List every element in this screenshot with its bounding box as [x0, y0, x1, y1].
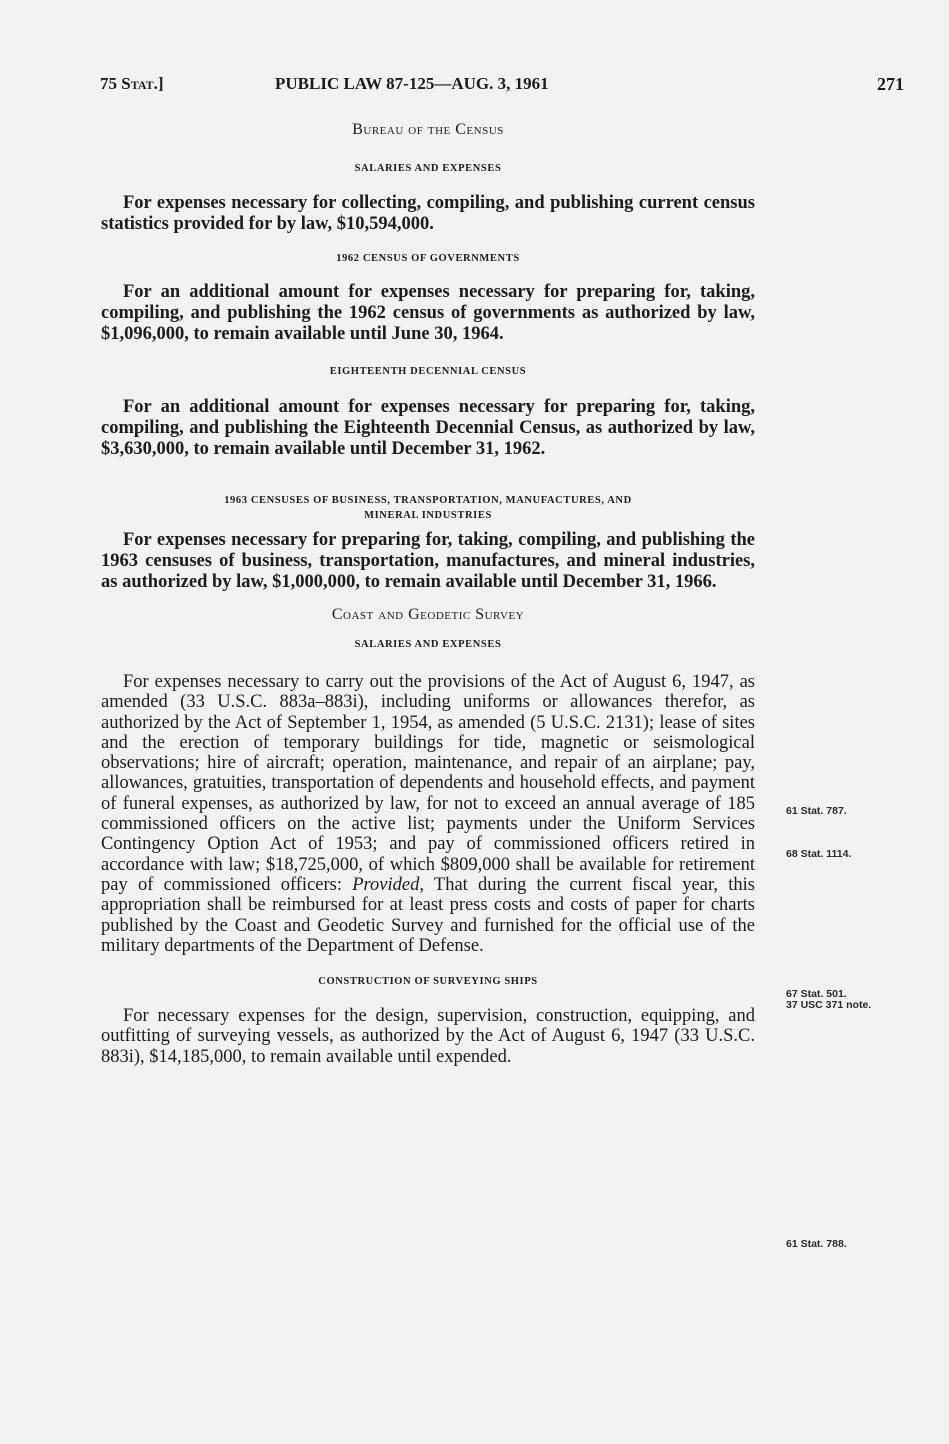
census-governments-subhead: 1962 CENSUS OF GOVERNMENTS [336, 253, 520, 264]
coast-salaries-text-main: For expenses necessary to carry out the provisions of the Act of August 6, 1947, as amended (33 U.S.C. 883a–883i), including uniforms or allowances therefor, as authorized by the Act of September 1, 1954, as amended (5 U.S.C. 2131); lease of sites and the erection of temporary buildings for tide, magnetic or seismological observations; hire of aircraft; operation, maintenance, and repair of an airplane; pay, allowances, gratuities, transportation of dependents and household effects, and payment of funeral expenses, as authorized by law, for not to exceed an annual average of 185 commissioned officers on the active list; payments under the Uniform Services Contingency Option Act of 1953; and pay of commissioned officers retired in accordance with law; $18,725,000, of which $809,000 shall be available for retirement pay of commissioned officers: [101, 672, 755, 895]
coast-survey-heading: Coast and Geodetic Survey [331, 606, 525, 623]
coast-salaries-text-proviso: That during the current fiscal year, this appropriation shall be reimbursed for at least press costs and costs of paper for charts published by the Coast and Geodetic Survey and furnished for the official use of the military departments of the Department of Defense. [101, 874, 755, 956]
running-header [100, 74, 904, 98]
coast-salaries-subhead: SALARIES AND EXPENSES [354, 639, 502, 650]
margin-note-61-stat-787: 61 Stat. 787. [786, 805, 847, 817]
surveying-ships-subhead: CONSTRUCTION OF SURVEYING SHIPS [318, 976, 538, 988]
coast-salaries-paragraph [101, 672, 755, 956]
proviso-word: Provided, [352, 874, 424, 895]
main-content [101, 118, 755, 1067]
bureau-census-heading: Bureau of the Census [352, 121, 504, 138]
census-governments-paragraph: For an additional amount for expenses necessary for preparing for, taking, compiling, and publishing the 1962 census of governments as authorized by law, $1,096,000, to remain available until June 30, 1964. [101, 282, 755, 344]
margin-note-68-stat-1114: 68 Stat. 1114. [786, 848, 852, 860]
census-salaries-paragraph: For expenses necessary for collecting, compiling, and publishing current census statistics provided for by law, $10,594,000. [101, 193, 755, 234]
page-number: 271 [877, 74, 904, 94]
business-censuses-paragraph: For expenses necessary for preparing for, taking, compiling, and publishing the 1963 censuses of business, transportation, manufactures, and mineral industries, as authorized by law, $1,000,000, to remain available until December 31, 1966. [101, 530, 755, 592]
law-title: PUBLIC LAW 87-125—AUG. 3, 1961 [275, 74, 549, 93]
decennial-census-paragraph: For an additional amount for expenses necessary for preparing for, taking, compiling, and publishing the Eighteenth Decennial Census, as authorized by law, $3,630,000, to remain available until December 31, 1962. [101, 397, 755, 459]
surveying-ships-paragraph: For necessary expenses for the design, supervision, construction, equipping, and outfitting of surveying vessels, as authorized by the Act of August 6, 1947 (33 U.S.C. 883i), $14,185,000, to remain available until expended. [101, 1006, 755, 1067]
business-censuses-subhead-line2: MINERAL INDUSTRIES [364, 510, 492, 521]
volume-reference: 75 Stat.] [100, 74, 164, 93]
census-salaries-subhead: SALARIES AND EXPENSES [354, 163, 502, 174]
margin-note-61-stat-788: 61 Stat. 788. [786, 1238, 847, 1250]
business-censuses-subhead-line1: 1963 CENSUSES OF BUSINESS, TRANSPORTATION, MANUFACTURES, AND [224, 495, 632, 506]
margin-note-67-stat-501-line1: 67 Stat. 501. [786, 988, 847, 1000]
decennial-census-subhead: EIGHTEENTH DECENNIAL CENSUS [329, 366, 527, 377]
margin-note-67-stat-501 [786, 989, 871, 1011]
margin-note-37-usc-371-line2: 37 USC 371 note. [786, 999, 872, 1011]
